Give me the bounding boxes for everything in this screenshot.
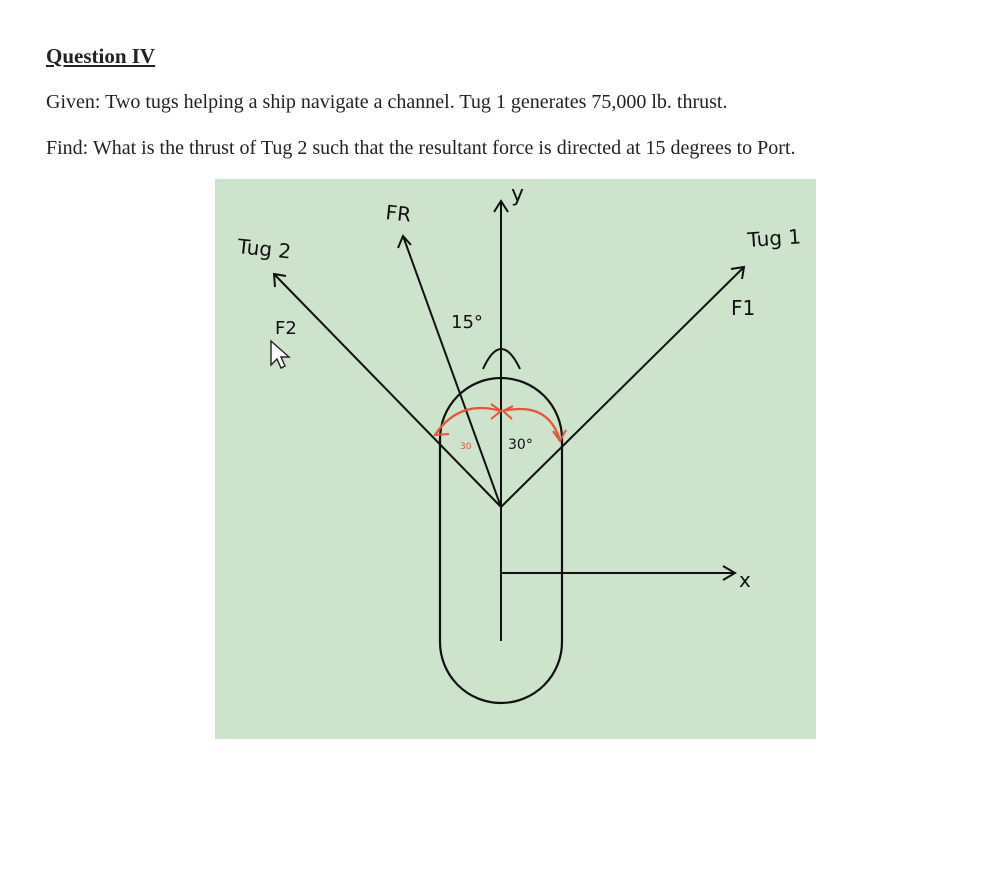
angle-30-left-label: 30 xyxy=(460,442,472,452)
f2-label: F2 xyxy=(275,318,297,339)
question-heading: Question IV xyxy=(46,44,156,68)
x-axis-label: x xyxy=(739,568,751,592)
fr-label: FR xyxy=(384,200,413,227)
diagram-background xyxy=(215,179,816,739)
f1-label: F1 xyxy=(731,296,756,320)
given-text: Given: Two tugs helping a ship navigate a channel. Tug 1 generates 75,000 lb. thrust. xyxy=(46,91,728,113)
angle-15-label: 15° xyxy=(451,312,483,333)
tug2-label: Tug 2 xyxy=(236,234,293,264)
tug1-label: Tug 1 xyxy=(746,224,802,252)
angle-30-right-label: 30° xyxy=(508,437,533,453)
find-text: Find: What is the thrust of Tug 2 such that the resultant force is directed at 15 degrees to Port. xyxy=(46,137,796,159)
tug-force-diagram xyxy=(215,179,816,739)
y-axis-label: y xyxy=(511,182,525,207)
